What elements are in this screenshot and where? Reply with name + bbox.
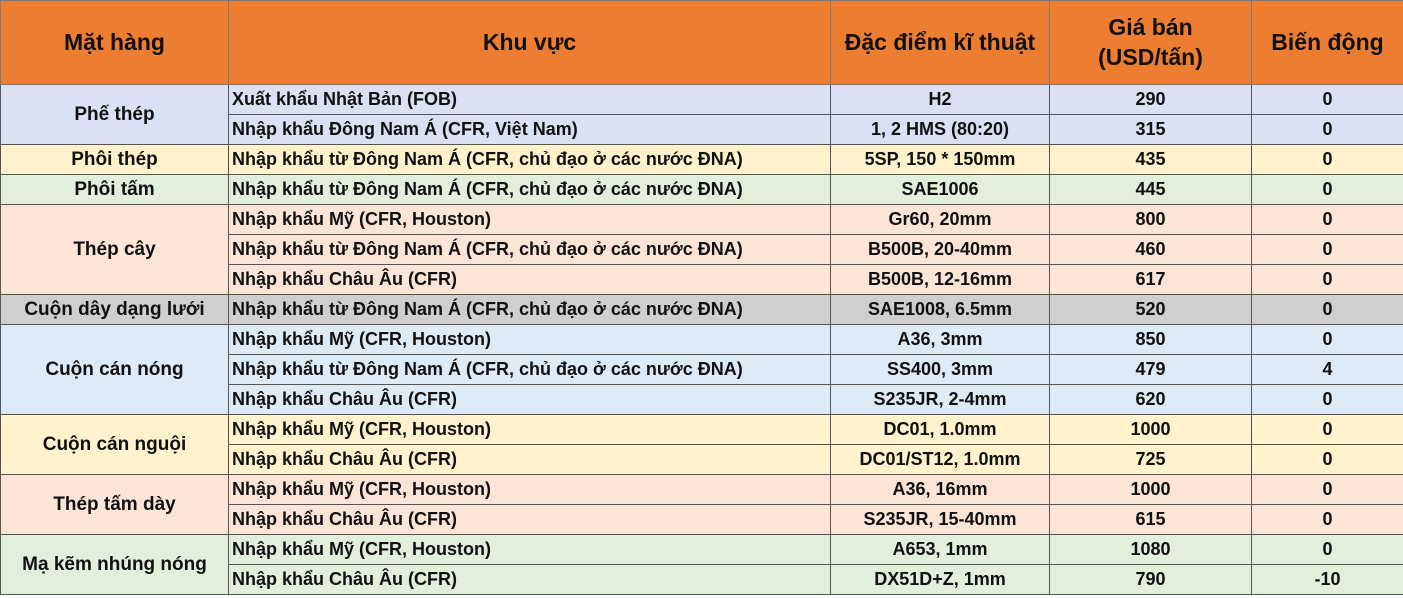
group-phoi-thep [1,145,1403,175]
spec-cell: DC01/ST12, 1.0mm [831,445,1050,475]
change-cell: 0 [1252,325,1403,355]
table-header [1,1,1403,85]
region-cell: Xuất khẩu Nhật Bản (FOB) [229,85,831,115]
change-cell: 0 [1252,445,1403,475]
price-cell: 850 [1050,325,1252,355]
spec-cell: Gr60, 20mm [831,205,1050,235]
spec-cell: 5SP, 150 * 150mm [831,145,1050,175]
spec-cell: A653, 1mm [831,535,1050,565]
change-cell: 0 [1252,85,1403,115]
region-cell: Nhập khẩu Mỹ (CFR, Houston) [229,535,831,565]
spec-cell: A36, 16mm [831,475,1050,505]
change-cell: 0 [1252,235,1403,265]
price-cell: 460 [1050,235,1252,265]
region-cell: Nhập khẩu Châu Âu (CFR) [229,385,831,415]
region-cell: Nhập khẩu Mỹ (CFR, Houston) [229,475,831,505]
price-cell: 790 [1050,565,1252,595]
change-cell: 0 [1252,415,1403,445]
header-item: Mặt hàng [1,1,229,85]
change-cell: -10 [1252,565,1403,595]
group-ma-kem [1,535,1403,595]
spec-cell: A36, 3mm [831,325,1050,355]
change-cell: 0 [1252,145,1403,175]
region-cell: Nhập khẩu Mỹ (CFR, Houston) [229,415,831,445]
spec-cell: SAE1006 [831,175,1050,205]
price-cell: 520 [1050,295,1252,325]
price-cell: 1000 [1050,475,1252,505]
region-cell: Nhập khẩu Châu Âu (CFR) [229,265,831,295]
group-cuon-can-nguoi [1,415,1403,475]
price-cell: 620 [1050,385,1252,415]
region-cell: Nhập khẩu từ Đông Nam Á (CFR, chủ đạo ở các nước ĐNA) [229,235,831,265]
spec-cell: B500B, 12-16mm [831,265,1050,295]
group-name-cell: Phế thép [1,85,229,145]
spec-cell: H2 [831,85,1050,115]
change-cell: 0 [1252,535,1403,565]
table-row [1,295,1403,325]
group-name-cell: Thép cây [1,205,229,295]
price-cell: 800 [1050,205,1252,235]
group-phoi-tam [1,175,1403,205]
region-cell: Nhập khẩu Châu Âu (CFR) [229,445,831,475]
region-cell: Nhập khẩu từ Đông Nam Á (CFR, chủ đạo ở các nước ĐNA) [229,175,831,205]
group-cuon-can-nong [1,325,1403,415]
group-thep-tam-day [1,475,1403,535]
change-cell: 4 [1252,355,1403,385]
change-cell: 0 [1252,295,1403,325]
header-price [1050,1,1252,85]
change-cell: 0 [1252,265,1403,295]
price-cell: 315 [1050,115,1252,145]
group-name-cell: Phôi thép [1,145,229,175]
table-row [1,85,1403,115]
group-cuon-day [1,295,1403,325]
price-cell: 617 [1050,265,1252,295]
spec-cell: 1, 2 HMS (80:20) [831,115,1050,145]
price-cell: 435 [1050,145,1252,175]
region-cell: Nhập khẩu Châu Âu (CFR) [229,565,831,595]
region-cell: Nhập khẩu từ Đông Nam Á (CFR, chủ đạo ở các nước ĐNA) [229,355,831,385]
change-cell: 0 [1252,205,1403,235]
table-row [1,415,1403,445]
region-cell: Nhập khẩu từ Đông Nam Á (CFR, chủ đạo ở các nước ĐNA) [229,295,831,325]
table-row [1,325,1403,355]
group-name-cell: Phôi tấm [1,175,229,205]
region-cell: Nhập khẩu từ Đông Nam Á (CFR, chủ đạo ở các nước ĐNA) [229,145,831,175]
region-cell: Nhập khẩu Mỹ (CFR, Houston) [229,325,831,355]
region-cell: Nhập khẩu Châu Âu (CFR) [229,505,831,535]
table-row [1,205,1403,235]
price-cell: 615 [1050,505,1252,535]
spec-cell: S235JR, 15-40mm [831,505,1050,535]
price-cell: 479 [1050,355,1252,385]
price-cell: 290 [1050,85,1252,115]
table-row [1,175,1403,205]
spec-cell: SS400, 3mm [831,355,1050,385]
group-name-cell: Cuộn dây dạng lưới [1,295,229,325]
group-thep-cay [1,205,1403,295]
region-cell: Nhập khẩu Đông Nam Á (CFR, Việt Nam) [229,115,831,145]
price-cell: 445 [1050,175,1252,205]
group-name-cell: Cuộn cán nóng [1,325,229,415]
spec-cell: SAE1008, 6.5mm [831,295,1050,325]
change-cell: 0 [1252,385,1403,415]
change-cell: 0 [1252,475,1403,505]
price-cell: 1000 [1050,415,1252,445]
group-name-cell: Mạ kẽm nhúng nóng [1,535,229,595]
table-row [1,145,1403,175]
price-cell: 1080 [1050,535,1252,565]
change-cell: 0 [1252,505,1403,535]
header-row [1,1,1403,85]
group-name-cell: Cuộn cán nguội [1,415,229,475]
spec-cell: DC01, 1.0mm [831,415,1050,445]
header-spec: Đặc điểm kĩ thuật [831,1,1050,85]
spec-cell: DX51D+Z, 1mm [831,565,1050,595]
group-phe-thep [1,85,1403,145]
header-region: Khu vực [229,1,831,85]
header-price-line1: Giá bán [1108,13,1193,40]
header-price-line2: (USD/tấn) [1098,43,1203,70]
group-name-cell: Thép tấm dày [1,475,229,535]
change-cell: 0 [1252,115,1403,145]
change-cell: 0 [1252,175,1403,205]
price-cell: 725 [1050,445,1252,475]
spec-cell: S235JR, 2-4mm [831,385,1050,415]
table-row [1,475,1403,505]
table-row [1,535,1403,565]
region-cell: Nhập khẩu Mỹ (CFR, Houston) [229,205,831,235]
spec-cell: B500B, 20-40mm [831,235,1050,265]
header-change: Biến động [1252,1,1403,85]
